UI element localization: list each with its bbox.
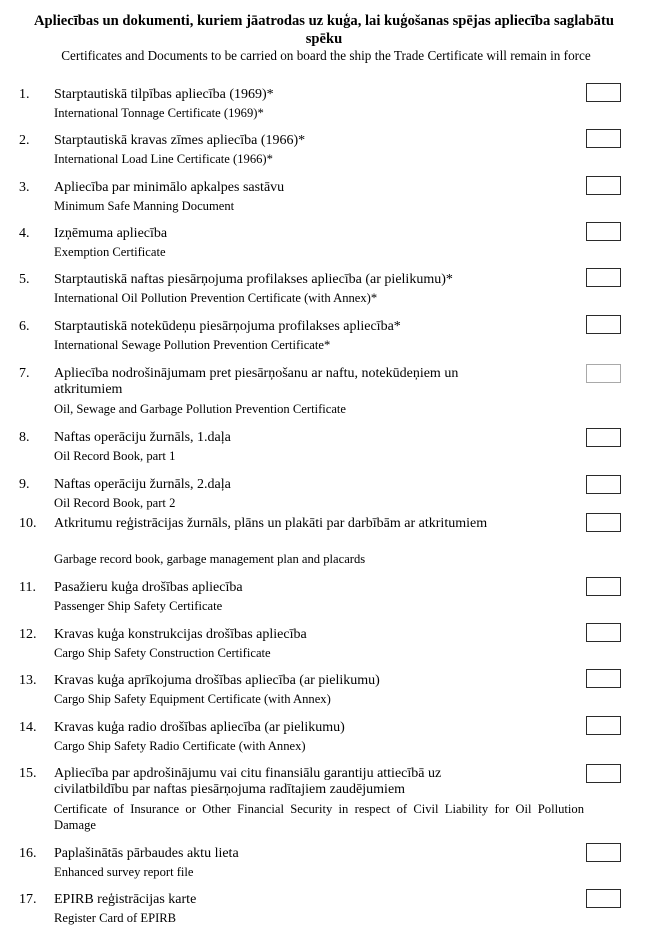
item-number: 6. — [19, 319, 30, 334]
item-title-latvian: Starptautiskā kravas zīmes apliecība (1966)* — [54, 133, 306, 148]
item-number: 5. — [19, 272, 30, 287]
item-title-english: International Oil Pollution Prevention Certificate (with Annex)* — [54, 291, 378, 305]
item-number: 17. — [19, 892, 37, 907]
item-title-english: Cargo Ship Safety Construction Certificate — [54, 646, 271, 660]
document-subtitle: Certificates and Documents to be carried on board the ship the Trade Certificate will remain in force — [61, 48, 591, 63]
item-checkbox[interactable] — [586, 475, 621, 494]
item-checkbox[interactable] — [586, 428, 621, 447]
item-checkbox[interactable] — [586, 716, 621, 735]
item-checkbox[interactable] — [586, 669, 621, 688]
item-checkbox[interactable] — [586, 222, 621, 241]
item-number: 8. — [19, 430, 30, 445]
item-title-english: Cargo Ship Safety Radio Certificate (with Annex) — [54, 739, 306, 753]
item-checkbox[interactable] — [586, 889, 621, 908]
item-number: 9. — [19, 477, 30, 492]
item-checkbox[interactable] — [586, 268, 621, 287]
item-checkbox[interactable] — [586, 364, 621, 383]
item-checkbox[interactable] — [586, 764, 621, 783]
item-title-latvian: Starptautiskā naftas piesārņojuma profilakses apliecība (ar pielikumu)* — [54, 272, 453, 287]
item-number: 4. — [19, 226, 30, 241]
item-number: 16. — [19, 846, 37, 861]
item-title-english: Garbage record book, garbage management plan and placards — [54, 552, 366, 566]
item-title-english: Certificate of Insurance or Other Financial Security in respect of Civil Liability for Oil Pollution Damage — [54, 802, 584, 832]
item-title-english: International Tonnage Certificate (1969)* — [54, 106, 264, 120]
item-title-latvian: EPIRB reģistrācijas karte — [54, 892, 197, 907]
item-title-latvian: Paplašinātās pārbaudes aktu lieta — [54, 846, 239, 861]
item-number: 13. — [19, 673, 37, 688]
item-number: 12. — [19, 627, 37, 642]
item-checkbox[interactable] — [586, 843, 621, 862]
item-title-latvian: Atkritumu reģistrācijas žurnāls, plāns un plakāti par darbībām ar atkritumiem — [54, 516, 488, 531]
item-title-english: Register Card of EPIRB — [54, 911, 177, 925]
item-title-latvian: Izņēmuma apliecība — [54, 226, 168, 241]
item-checkbox[interactable] — [586, 623, 621, 642]
item-number: 11. — [19, 580, 36, 595]
item-title-latvian: Starptautiskā notekūdeņu piesārņojuma profilakses apliecība* — [54, 319, 401, 334]
item-checkbox[interactable] — [586, 176, 621, 195]
item-title-english: Exemption Certificate — [54, 245, 166, 259]
item-number: 7. — [19, 366, 30, 381]
item-title-latvian: Kravas kuģa konstrukcijas drošības apliecība — [54, 627, 307, 642]
item-title-latvian: Naftas operāciju žurnāls, 1.daļa — [54, 430, 231, 445]
item-checkbox[interactable] — [586, 577, 621, 596]
document-title: Apliecības un dokumenti, kuriem jāatrodas uz kuģa, lai kuģošanas spējas apliecība saglabātu spēku — [34, 13, 614, 47]
item-checkbox[interactable] — [586, 513, 621, 532]
item-title-latvian: Kravas kuģa aprīkojuma drošības apliecība (ar pielikumu) — [54, 673, 380, 688]
item-title-latvian: Apliecība par minimālo apkalpes sastāvu — [54, 180, 285, 195]
item-checkbox[interactable] — [586, 83, 621, 102]
item-number: 3. — [19, 180, 30, 195]
item-title-latvian: Apliecība par apdrošinājumu vai citu finansiālu garantiju attiecībā uz civilatbildību par naftas piesārņojuma radītajiem zaudējumiem — [54, 766, 442, 797]
item-title-english: Cargo Ship Safety Equipment Certificate (with Annex) — [54, 692, 331, 706]
item-number: 14. — [19, 720, 37, 735]
item-number: 2. — [19, 133, 30, 148]
item-title-latvian: Starptautiskā tilpības apliecība (1969)* — [54, 87, 274, 102]
item-title-latvian: Apliecība nodrošinājumam pret piesārņošanu ar naftu, notekūdeņiem un atkritumiem — [54, 366, 459, 397]
item-checkbox[interactable] — [586, 315, 621, 334]
item-title-english: International Load Line Certificate (1966)* — [54, 152, 273, 166]
item-title-latvian: Pasažieru kuģa drošības apliecība — [54, 580, 243, 595]
item-number: 1. — [19, 87, 30, 102]
item-title-latvian: Kravas kuģa radio drošības apliecība (ar pielikumu) — [54, 720, 345, 735]
item-title-english: Passenger Ship Safety Certificate — [54, 599, 223, 613]
item-title-english: International Sewage Pollution Prevention Certificate* — [54, 338, 331, 352]
item-title-english: Oil Record Book, part 1 — [54, 449, 176, 463]
item-title-english: Oil Record Book, part 2 — [54, 496, 176, 510]
item-title-latvian: Naftas operāciju žurnāls, 2.daļa — [54, 477, 231, 492]
item-title-english: Enhanced survey report file — [54, 865, 194, 879]
item-title-english: Minimum Safe Manning Document — [54, 199, 235, 213]
item-title-english: Oil, Sewage and Garbage Pollution Prevention Certificate — [54, 402, 347, 416]
item-number: 15. — [19, 766, 37, 781]
item-checkbox[interactable] — [586, 129, 621, 148]
item-number: 10. — [19, 516, 37, 531]
